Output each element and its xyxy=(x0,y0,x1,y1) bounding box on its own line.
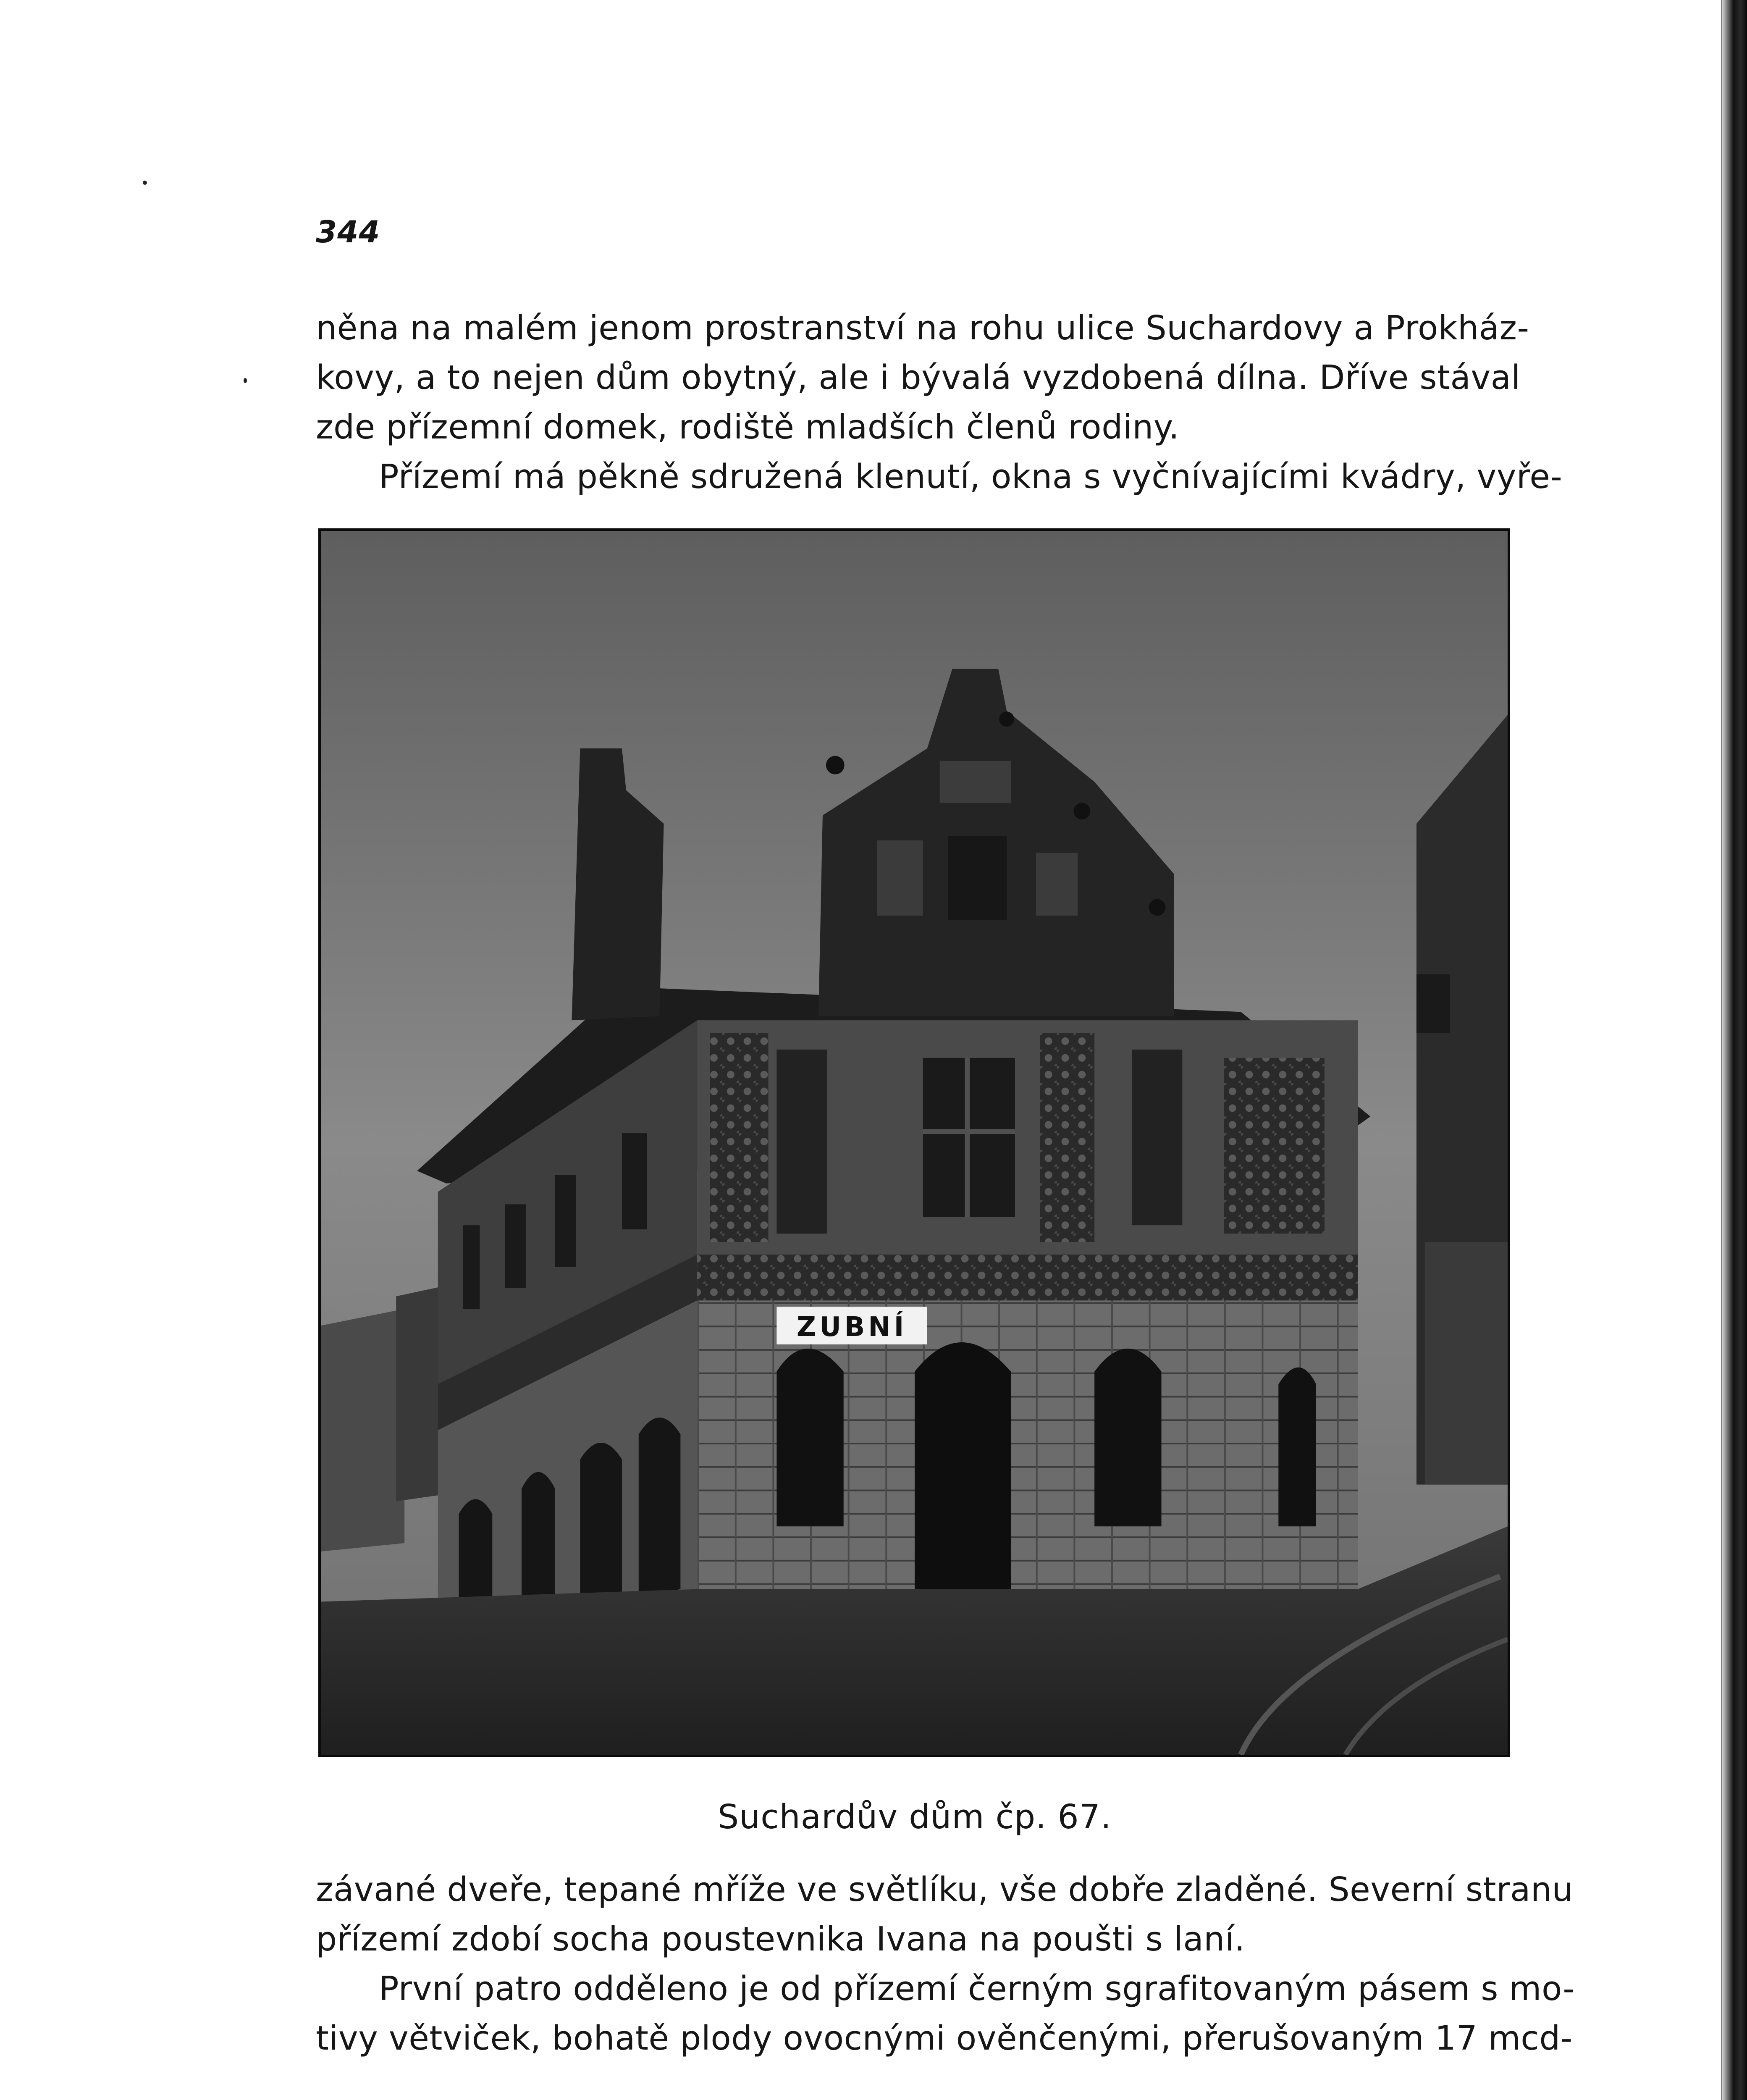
paragraph-bottom xyxy=(316,1865,1575,2063)
building-illustration xyxy=(321,531,1508,1755)
shop-sign: ZUBNÍ xyxy=(796,1312,908,1343)
scan-edge xyxy=(1722,0,1747,2100)
paragraph-top xyxy=(316,303,1563,501)
page-number: 344 xyxy=(316,214,380,249)
text-line: kovy, a to nejen dům obytný, ale i bývalá vyzdobená dílna. Dříve stával xyxy=(316,358,1521,397)
text-line: přízemí zdobí socha poustevnika Ivana na poušti s laní. xyxy=(316,1920,1245,1958)
text-line: zde přízemní domek, rodiště mladších členů rodiny. xyxy=(316,408,1180,446)
dust-speck xyxy=(244,378,247,383)
figure-caption: Suchardův dům čp. 67. xyxy=(717,1798,1112,1836)
text-line: První patro odděleno je od přízemí černým sgrafitovaným pásem s mo- xyxy=(379,1969,1575,2008)
text-line: závané dveře, tepané mříže ve světlíku, vše dobře zladěné. Severní stranu xyxy=(316,1870,1574,1909)
text-line: Přízemí má pěkně sdružená klenutí, okna s vyčnívajícími kvádry, vyře- xyxy=(379,457,1563,496)
building-photo xyxy=(318,528,1510,1757)
text-line: něna na malém jenom prostranství na rohu ulice Suchardovy a Prokház- xyxy=(316,309,1529,347)
text-line: tivy větviček, bohatě plody ovocnými ověnčenými, přerušovaným 17 mcd- xyxy=(316,2019,1573,2058)
dust-speck xyxy=(143,181,147,185)
